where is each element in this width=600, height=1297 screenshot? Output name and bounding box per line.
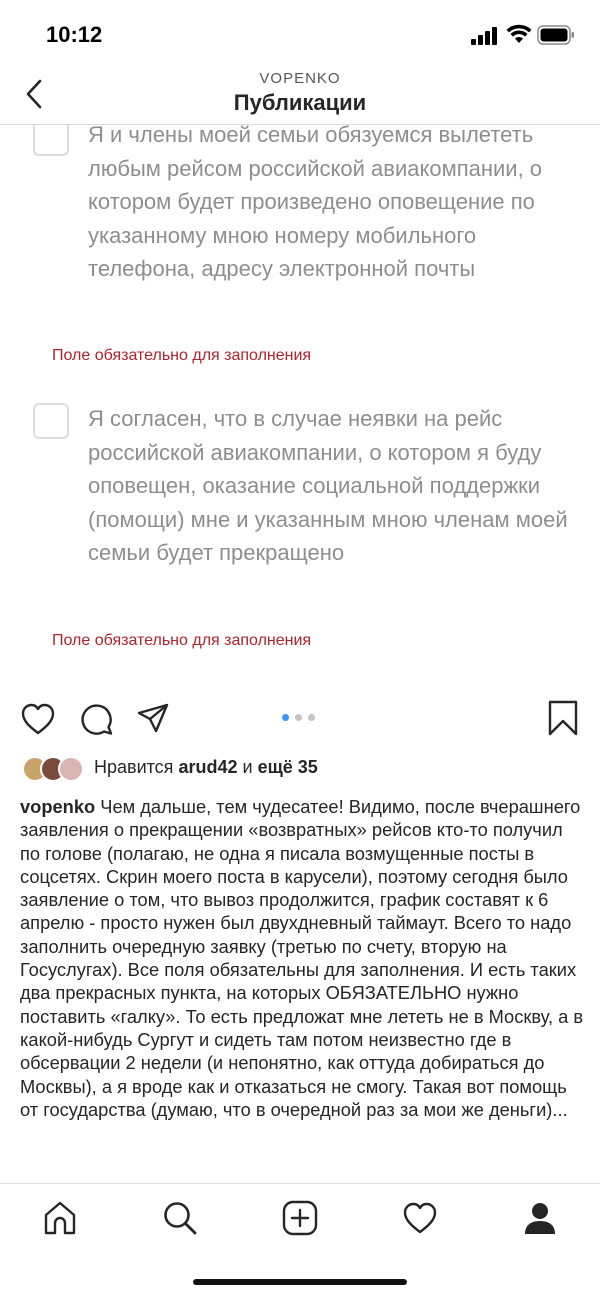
form-checkbox-1-text: Я и члены моей семьи обязуемся вылететь любым рейсом российской авиакомпании, о котором будет произведено оповещение по указанному мною номеру мобильного телефона, адресу электронной почты [88, 125, 543, 281]
liker-avatar [58, 756, 84, 782]
share-direct-icon[interactable] [136, 702, 170, 736]
likes-connector: и [242, 757, 253, 777]
likes-count[interactable] [94, 757, 318, 778]
post-caption [20, 795, 585, 1121]
wifi-icon [506, 24, 532, 44]
status-time: 10:12 [46, 22, 103, 47]
post-image[interactable] [0, 125, 600, 685]
new-post-icon [282, 1200, 318, 1236]
header-username: VOPENKO [259, 70, 341, 87]
home-indicator [193, 1279, 407, 1285]
form-error-1: Поле обязательно для заполнения [52, 347, 312, 364]
bookmark-icon[interactable] [548, 700, 578, 736]
page-title: Публикации [233, 90, 367, 115]
caption-text: Чем дальше, тем чудесатее! Видимо, после вчерашнего заявления о прекращении «возвратных» рейсов кто-то получил по голове (полагаю, не одна я писала возмущенные посты в соцсетях. Скрин моего поста в карусели), поэтому сегодня было заявление о том, что вывоз продолжится, график составят к 6 апрелю - просто нужен был двухдневный таймаут. Всего то надо заполнить очередную заявку (третью по счету, вторую на Госуслугах). Все поля обязательны для заполнения. И есть таких два прекрасных пункта, на которых ОБЯЗАТЕЛЬНО нужно поставить «галку». То есть предложат мне лететь не в Москву, а в какой-нибудь Сургут и сидеть там потом неизвестно где в обсервации 2 недели (и непонятно, как оттуда добираться до Москвы), а я вроде как и отказаться не смогу. Такая вот помощь от государства (думаю, что в очередной раз за мои же деньги)... [20, 796, 584, 1120]
bottom-nav-divider [0, 1183, 600, 1184]
like-heart-icon[interactable] [20, 702, 56, 736]
nav-profile-button[interactable] [520, 1198, 560, 1238]
carousel-dot [282, 714, 289, 721]
search-icon [162, 1200, 198, 1236]
likes-others[interactable]: ещё 35 [257, 757, 318, 777]
profile-icon [522, 1200, 558, 1236]
likes-prefix: Нравится [94, 757, 174, 777]
nav-activity-button[interactable] [400, 1198, 440, 1238]
comment-icon[interactable] [80, 702, 114, 736]
caption-username[interactable]: vopenko [20, 796, 96, 817]
battery-icon [537, 25, 575, 45]
liker-username[interactable]: arud42 [178, 757, 238, 777]
activity-heart-icon [402, 1201, 438, 1235]
carousel-dot [308, 714, 315, 721]
nav-search-button[interactable] [160, 1198, 200, 1238]
cellular-signal-icon [471, 27, 499, 45]
carousel-dot [295, 714, 302, 721]
form-error-2: Поле обязательно для заполнения [52, 632, 312, 649]
nav-home-button[interactable] [40, 1198, 80, 1238]
form-checkbox-2 [33, 403, 69, 439]
home-icon [42, 1200, 78, 1236]
form-checkbox-2-text: Я согласен, что в случае неявки на рейс российской авиакомпании, о котором я буду оповещен, оказание социальной поддержки (помощи) мне и указанным мною членам моей семьи будет прекращено [88, 406, 568, 565]
nav-new-post-button[interactable] [280, 1198, 320, 1238]
form-checkbox-1 [33, 125, 69, 156]
